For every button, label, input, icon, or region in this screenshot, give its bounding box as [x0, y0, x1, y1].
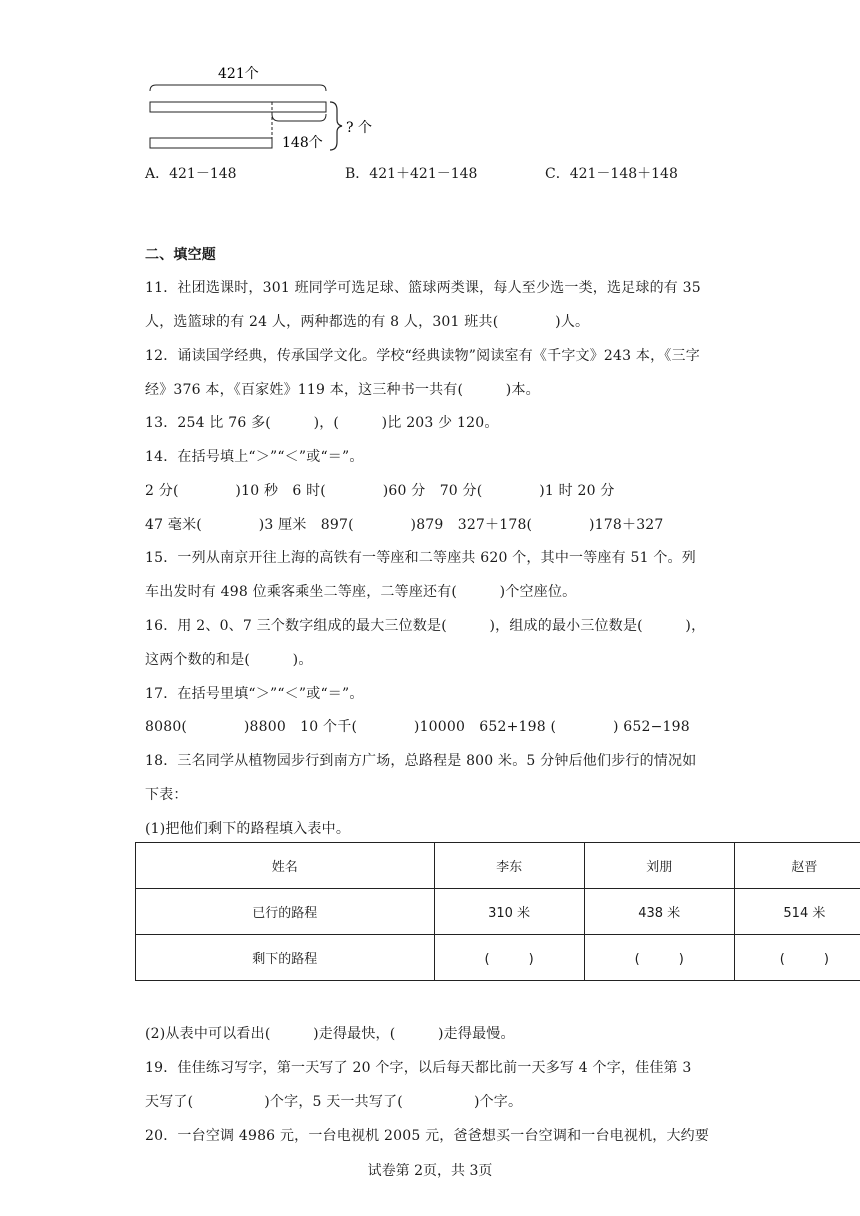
right-curly-brace	[330, 102, 342, 150]
table-row	[136, 889, 860, 935]
question-line: 17．在括号里填“＞”“＜”或“＝”。	[145, 686, 364, 702]
long-bar	[150, 102, 326, 112]
question-line: 15．一列从南京开往上海的高铁有一等座和二等座共 620 个，其中一等座有 51 个。列	[145, 550, 696, 566]
question-line: 8080( )8800 10 个千( )10000 652+198 ( ) 652−198	[145, 719, 690, 735]
question-label: ? 个	[346, 120, 372, 136]
answer-blank-cell[interactable]: ( )	[434, 935, 584, 981]
answer-blank-cell[interactable]: ( )	[584, 935, 734, 981]
question-line: 13．254 比 76 多( )，( )比 203 少 120。	[145, 415, 499, 431]
question-line: 47 毫米( )3 厘米 897( )879 327＋178( )178＋327	[145, 517, 664, 533]
question-line: (2)从表中可以看出( )走得最快，( )走得最慢。	[145, 1026, 515, 1042]
question-line: 天写了( )个字，5 天一共写了( )个字。	[145, 1094, 523, 1110]
distance-table	[135, 842, 860, 981]
question-line: (1)把他们剩下的路程填入表中。	[145, 821, 351, 837]
section-title: 二、填空题	[145, 247, 216, 263]
top-label: 421个	[218, 66, 259, 82]
table-header-cell: 姓名	[136, 843, 435, 889]
question-line: 12．诵读国学经典，传承国学文化。学校“经典读物”阅读室有《千字文》243 本，《三字	[145, 348, 700, 364]
answer-blank-cell[interactable]: ( )	[734, 935, 860, 981]
table-cell: 438 米	[584, 889, 734, 935]
question-line: 这两个数的和是( )。	[145, 652, 313, 668]
line-segment-diagram	[140, 58, 390, 158]
question-line: 下表：	[145, 787, 188, 803]
question-line: 14．在括号填上“＞”“＜”或“＝”。	[145, 449, 364, 465]
question-line: 16．用 2、0、7 三个数字组成的最大三位数是( )，组成的最小三位数是( )，	[145, 618, 706, 634]
short-bar	[150, 138, 272, 148]
question-line: 人，选篮球的有 24 人，两种都选的有 8 人，301 班共( )人。	[145, 314, 590, 330]
option-c[interactable]: C．421－148＋148	[545, 166, 678, 182]
table-cell: 514 米	[734, 889, 860, 935]
question-line: 2 分( )10 秒 6 时( )60 分 70 分( )1 时 20 分	[145, 483, 615, 499]
segment-diagram-svg	[140, 58, 390, 158]
bottom-brace	[272, 114, 326, 121]
question-line: 经》376 本，《百家姓》119 本，这三种书一共有( )本。	[145, 382, 540, 398]
table-header-cell: 李东	[434, 843, 584, 889]
question-line: 18．三名同学从植物园步行到南方广场，总路程是 800 米。5 分钟后他们步行的情况如	[145, 753, 697, 769]
question-line: 20．一台空调 4986 元，一台电视机 2005 元，爸爸想买一台空调和一台电视机，大约要	[145, 1128, 710, 1144]
table-cell: 310 米	[434, 889, 584, 935]
page-footer: 试卷第 2页，共 3页	[367, 1163, 493, 1179]
table-row	[136, 935, 860, 981]
option-b[interactable]: B．421＋421－148	[345, 166, 478, 182]
bottom-label: 148个	[282, 135, 323, 151]
question-line: 19．佳佳练习写字，第一天写了 20 个字，以后每天都比前一天多写 4 个字，佳佳第 3	[145, 1060, 692, 1076]
top-brace	[150, 85, 326, 91]
table-cell: 已行的路程	[136, 889, 435, 935]
table-cell: 剩下的路程	[136, 935, 435, 981]
question-line: 11．社团选课时，301 班同学可选足球、篮球两类课，每人至少选一类，选足球的有 35	[145, 280, 701, 296]
option-a[interactable]: A．421－148	[145, 166, 237, 182]
table-header-cell: 赵晋	[734, 843, 860, 889]
table-header-cell: 刘朋	[584, 843, 734, 889]
question-line: 车出发时有 498 位乘客乘坐二等座，二等座还有( )个空座位。	[145, 584, 577, 600]
table-row	[136, 843, 860, 889]
